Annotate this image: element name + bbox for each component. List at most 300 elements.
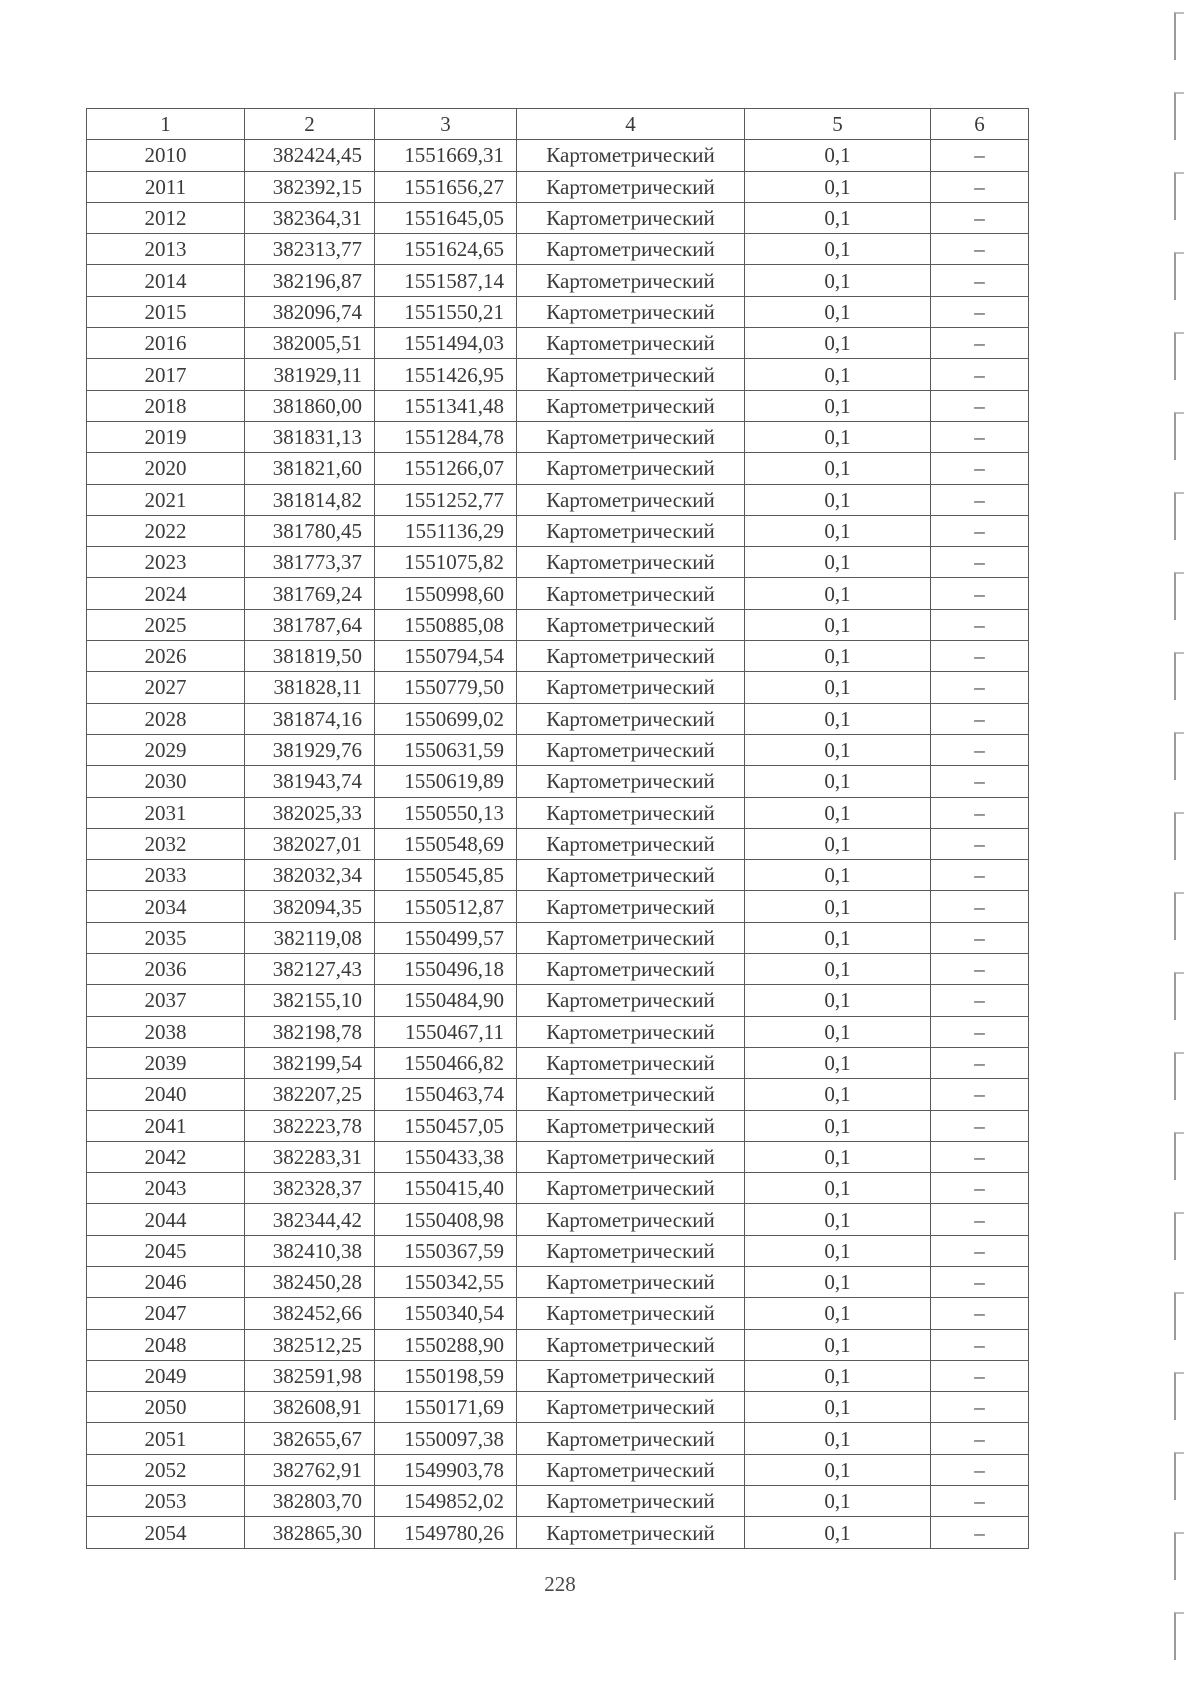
description-cell: – (931, 672, 1029, 703)
x-coordinate-cell: 382196,87 (245, 265, 375, 296)
table-row (87, 1360, 1029, 1391)
point-number-cell: 2035 (87, 922, 245, 953)
description-cell: – (931, 359, 1029, 390)
point-number-cell: 2030 (87, 766, 245, 797)
accuracy-cell: 0,1 (745, 1517, 931, 1548)
binding-mark (1174, 1452, 1184, 1500)
binding-mark (1174, 892, 1184, 940)
description-cell: – (931, 1423, 1029, 1454)
x-coordinate-cell: 381860,00 (245, 390, 375, 421)
x-coordinate-cell: 382344,42 (245, 1204, 375, 1235)
accuracy-cell: 0,1 (745, 1423, 931, 1454)
description-cell: – (931, 1360, 1029, 1391)
y-coordinate-cell: 1550342,55 (375, 1266, 517, 1297)
method-cell: Картометрический (517, 641, 745, 672)
accuracy-cell: 0,1 (745, 672, 931, 703)
accuracy-cell: 0,1 (745, 922, 931, 953)
page-number: 228 (544, 1572, 576, 1596)
table-row (87, 453, 1029, 484)
binding-mark (1174, 1212, 1184, 1260)
accuracy-cell: 0,1 (745, 1047, 931, 1078)
accuracy-cell: 0,1 (745, 1329, 931, 1360)
method-cell: Картометрический (517, 171, 745, 202)
description-cell: – (931, 860, 1029, 891)
binding-mark (1174, 1132, 1184, 1180)
accuracy-cell: 0,1 (745, 484, 931, 515)
accuracy-cell: 0,1 (745, 954, 931, 985)
y-coordinate-cell: 1551645,05 (375, 202, 517, 233)
description-cell: – (931, 421, 1029, 452)
x-coordinate-cell: 382207,25 (245, 1079, 375, 1110)
point-number-cell: 2050 (87, 1392, 245, 1423)
method-cell: Картометрический (517, 797, 745, 828)
table-row (87, 985, 1029, 1016)
method-cell: Картометрический (517, 954, 745, 985)
description-cell: – (931, 1266, 1029, 1297)
method-cell: Картометрический (517, 860, 745, 891)
accuracy-cell: 0,1 (745, 1486, 931, 1517)
x-coordinate-cell: 381773,37 (245, 547, 375, 578)
y-coordinate-cell: 1550619,89 (375, 766, 517, 797)
point-number-cell: 2048 (87, 1329, 245, 1360)
description-cell: – (931, 1517, 1029, 1548)
method-cell: Картометрический (517, 1423, 745, 1454)
accuracy-cell: 0,1 (745, 578, 931, 609)
description-cell: – (931, 891, 1029, 922)
description-cell: – (931, 1486, 1029, 1517)
point-number-cell: 2052 (87, 1454, 245, 1485)
x-coordinate-cell: 382155,10 (245, 985, 375, 1016)
point-number-cell: 2014 (87, 265, 245, 296)
point-number-cell: 2043 (87, 1173, 245, 1204)
binding-mark (1174, 972, 1184, 1020)
binding-mark (1174, 1532, 1184, 1580)
method-cell: Картометрический (517, 1266, 745, 1297)
header-col-2: 2 (245, 109, 375, 140)
table-row (87, 1079, 1029, 1110)
x-coordinate-cell: 382512,25 (245, 1329, 375, 1360)
point-number-cell: 2021 (87, 484, 245, 515)
description-cell: – (931, 484, 1029, 515)
y-coordinate-cell: 1550433,38 (375, 1141, 517, 1172)
description-cell: – (931, 1392, 1029, 1423)
x-coordinate-cell: 381828,11 (245, 672, 375, 703)
y-coordinate-cell: 1549903,78 (375, 1454, 517, 1485)
method-cell: Картометрический (517, 515, 745, 546)
y-coordinate-cell: 1550198,59 (375, 1360, 517, 1391)
description-cell: – (931, 1173, 1029, 1204)
y-coordinate-cell: 1549852,02 (375, 1486, 517, 1517)
point-number-cell: 2028 (87, 703, 245, 734)
binding-mark (1174, 332, 1184, 380)
method-cell: Картометрический (517, 1454, 745, 1485)
description-cell: – (931, 171, 1029, 202)
method-cell: Картометрический (517, 1298, 745, 1329)
table-row (87, 797, 1029, 828)
method-cell: Картометрический (517, 140, 745, 171)
x-coordinate-cell: 381874,16 (245, 703, 375, 734)
table-row (87, 140, 1029, 171)
point-number-cell: 2045 (87, 1235, 245, 1266)
description-cell: – (931, 985, 1029, 1016)
method-cell: Картометрический (517, 1173, 745, 1204)
description-cell: – (931, 202, 1029, 233)
accuracy-cell: 0,1 (745, 609, 931, 640)
description-cell: – (931, 234, 1029, 265)
accuracy-cell: 0,1 (745, 734, 931, 765)
point-number-cell: 2016 (87, 328, 245, 359)
x-coordinate-cell: 382450,28 (245, 1266, 375, 1297)
table-row (87, 1517, 1029, 1548)
method-cell: Картометрический (517, 1047, 745, 1078)
description-cell: – (931, 703, 1029, 734)
point-number-cell: 2046 (87, 1266, 245, 1297)
table-row (87, 891, 1029, 922)
description-cell: – (931, 1204, 1029, 1235)
table-row (87, 954, 1029, 985)
y-coordinate-cell: 1551494,03 (375, 328, 517, 359)
point-number-cell: 2023 (87, 547, 245, 578)
description-cell: – (931, 547, 1029, 578)
description-cell: – (931, 641, 1029, 672)
accuracy-cell: 0,1 (745, 1266, 931, 1297)
point-number-cell: 2033 (87, 860, 245, 891)
method-cell: Картометрический (517, 766, 745, 797)
description-cell: – (931, 797, 1029, 828)
accuracy-cell: 0,1 (745, 1141, 931, 1172)
table-row (87, 202, 1029, 233)
binding-mark (1174, 1292, 1184, 1340)
y-coordinate-cell: 1551587,14 (375, 265, 517, 296)
binding-mark (1174, 1612, 1184, 1660)
point-number-cell: 2037 (87, 985, 245, 1016)
description-cell: – (931, 1047, 1029, 1078)
method-cell: Картометрический (517, 1235, 745, 1266)
x-coordinate-cell: 381769,24 (245, 578, 375, 609)
accuracy-cell: 0,1 (745, 1298, 931, 1329)
x-coordinate-cell: 382005,51 (245, 328, 375, 359)
point-number-cell: 2015 (87, 296, 245, 327)
description-cell: – (931, 265, 1029, 296)
accuracy-cell: 0,1 (745, 1392, 931, 1423)
binding-mark (1174, 572, 1184, 620)
table-row (87, 359, 1029, 390)
accuracy-cell: 0,1 (745, 1173, 931, 1204)
y-coordinate-cell: 1550484,90 (375, 985, 517, 1016)
description-cell: – (931, 1329, 1029, 1360)
description-cell: – (931, 1454, 1029, 1485)
method-cell: Картометрический (517, 1141, 745, 1172)
table-row (87, 234, 1029, 265)
method-cell: Картометрический (517, 578, 745, 609)
accuracy-cell: 0,1 (745, 390, 931, 421)
point-number-cell: 2051 (87, 1423, 245, 1454)
point-number-cell: 2026 (87, 641, 245, 672)
table-row (87, 1047, 1029, 1078)
method-cell: Картометрический (517, 202, 745, 233)
table-row (87, 421, 1029, 452)
method-cell: Картометрический (517, 265, 745, 296)
description-cell: – (931, 828, 1029, 859)
point-number-cell: 2011 (87, 171, 245, 202)
binding-mark (1174, 812, 1184, 860)
accuracy-cell: 0,1 (745, 1235, 931, 1266)
y-coordinate-cell: 1551136,29 (375, 515, 517, 546)
table-row (87, 1392, 1029, 1423)
accuracy-cell: 0,1 (745, 891, 931, 922)
accuracy-cell: 0,1 (745, 828, 931, 859)
point-number-cell: 2019 (87, 421, 245, 452)
x-coordinate-cell: 382762,91 (245, 1454, 375, 1485)
table-row (87, 1298, 1029, 1329)
point-number-cell: 2038 (87, 1016, 245, 1047)
y-coordinate-cell: 1550779,50 (375, 672, 517, 703)
table-row (87, 390, 1029, 421)
point-number-cell: 2024 (87, 578, 245, 609)
x-coordinate-cell: 382283,31 (245, 1141, 375, 1172)
description-cell: – (931, 390, 1029, 421)
description-cell: – (931, 1079, 1029, 1110)
description-cell: – (931, 1016, 1029, 1047)
y-coordinate-cell: 1550367,59 (375, 1235, 517, 1266)
table-row (87, 578, 1029, 609)
y-coordinate-cell: 1550499,57 (375, 922, 517, 953)
y-coordinate-cell: 1550512,87 (375, 891, 517, 922)
point-number-cell: 2041 (87, 1110, 245, 1141)
description-cell: – (931, 1110, 1029, 1141)
description-cell: – (931, 578, 1029, 609)
table-row (87, 1454, 1029, 1485)
y-coordinate-cell: 1551656,27 (375, 171, 517, 202)
x-coordinate-cell: 382591,98 (245, 1360, 375, 1391)
table-row (87, 1173, 1029, 1204)
binding-mark (1174, 492, 1184, 540)
description-cell: – (931, 140, 1029, 171)
description-cell: – (931, 1235, 1029, 1266)
accuracy-cell: 0,1 (745, 202, 931, 233)
method-cell: Картометрический (517, 703, 745, 734)
x-coordinate-cell: 381814,82 (245, 484, 375, 515)
accuracy-cell: 0,1 (745, 421, 931, 452)
binding-mark (1174, 12, 1184, 60)
x-coordinate-cell: 382364,31 (245, 202, 375, 233)
method-cell: Картометрический (517, 296, 745, 327)
point-number-cell: 2017 (87, 359, 245, 390)
x-coordinate-cell: 382119,08 (245, 922, 375, 953)
method-cell: Картометрический (517, 922, 745, 953)
y-coordinate-cell: 1551266,07 (375, 453, 517, 484)
table-row (87, 171, 1029, 202)
method-cell: Картометрический (517, 1204, 745, 1235)
method-cell: Картометрический (517, 453, 745, 484)
accuracy-cell: 0,1 (745, 359, 931, 390)
x-coordinate-cell: 382313,77 (245, 234, 375, 265)
accuracy-cell: 0,1 (745, 985, 931, 1016)
point-number-cell: 2054 (87, 1517, 245, 1548)
binding-mark (1174, 1372, 1184, 1420)
table-body (87, 140, 1029, 1548)
x-coordinate-cell: 382032,34 (245, 860, 375, 891)
table-row (87, 1266, 1029, 1297)
accuracy-cell: 0,1 (745, 1016, 931, 1047)
accuracy-cell: 0,1 (745, 453, 931, 484)
y-coordinate-cell: 1551252,77 (375, 484, 517, 515)
y-coordinate-cell: 1551075,82 (375, 547, 517, 578)
header-col-6: 6 (931, 109, 1029, 140)
point-number-cell: 2044 (87, 1204, 245, 1235)
x-coordinate-cell: 381787,64 (245, 609, 375, 640)
point-number-cell: 2040 (87, 1079, 245, 1110)
description-cell: – (931, 609, 1029, 640)
method-cell: Картометрический (517, 1329, 745, 1360)
y-coordinate-cell: 1550171,69 (375, 1392, 517, 1423)
y-coordinate-cell: 1550408,98 (375, 1204, 517, 1235)
accuracy-cell: 0,1 (745, 515, 931, 546)
y-coordinate-cell: 1550415,40 (375, 1173, 517, 1204)
table-row (87, 547, 1029, 578)
x-coordinate-cell: 381831,13 (245, 421, 375, 452)
description-cell: – (931, 515, 1029, 546)
y-coordinate-cell: 1550548,69 (375, 828, 517, 859)
y-coordinate-cell: 1550288,90 (375, 1329, 517, 1360)
method-cell: Картометрический (517, 1079, 745, 1110)
table-row (87, 1486, 1029, 1517)
table-row (87, 1110, 1029, 1141)
binding-mark (1174, 652, 1184, 700)
x-coordinate-cell: 382025,33 (245, 797, 375, 828)
description-cell: – (931, 954, 1029, 985)
point-number-cell: 2031 (87, 797, 245, 828)
y-coordinate-cell: 1551341,48 (375, 390, 517, 421)
table-row (87, 1141, 1029, 1172)
y-coordinate-cell: 1550545,85 (375, 860, 517, 891)
description-cell: – (931, 734, 1029, 765)
y-coordinate-cell: 1550496,18 (375, 954, 517, 985)
x-coordinate-cell: 382198,78 (245, 1016, 375, 1047)
accuracy-cell: 0,1 (745, 703, 931, 734)
accuracy-cell: 0,1 (745, 140, 931, 171)
y-coordinate-cell: 1551669,31 (375, 140, 517, 171)
method-cell: Картометрический (517, 1110, 745, 1141)
method-cell: Картометрический (517, 1360, 745, 1391)
binding-mark (1174, 412, 1184, 460)
y-coordinate-cell: 1550457,05 (375, 1110, 517, 1141)
x-coordinate-cell: 382410,38 (245, 1235, 375, 1266)
binding-mark (1174, 252, 1184, 300)
y-coordinate-cell: 1550631,59 (375, 734, 517, 765)
x-coordinate-cell: 382127,43 (245, 954, 375, 985)
method-cell: Картометрический (517, 734, 745, 765)
coordinates-table (86, 108, 1029, 1549)
accuracy-cell: 0,1 (745, 1079, 931, 1110)
point-number-cell: 2022 (87, 515, 245, 546)
accuracy-cell: 0,1 (745, 171, 931, 202)
x-coordinate-cell: 382452,66 (245, 1298, 375, 1329)
y-coordinate-cell: 1551426,95 (375, 359, 517, 390)
header-col-4: 4 (517, 109, 745, 140)
point-number-cell: 2012 (87, 202, 245, 233)
point-number-cell: 2018 (87, 390, 245, 421)
table-row (87, 828, 1029, 859)
table-row (87, 1204, 1029, 1235)
x-coordinate-cell: 382392,15 (245, 171, 375, 202)
table-row (87, 922, 1029, 953)
accuracy-cell: 0,1 (745, 797, 931, 828)
method-cell: Картометрический (517, 1517, 745, 1548)
accuracy-cell: 0,1 (745, 234, 931, 265)
y-coordinate-cell: 1550466,82 (375, 1047, 517, 1078)
table-row (87, 328, 1029, 359)
header-col-1: 1 (87, 109, 245, 140)
point-number-cell: 2053 (87, 1486, 245, 1517)
y-coordinate-cell: 1550340,54 (375, 1298, 517, 1329)
table-row (87, 766, 1029, 797)
table-row (87, 703, 1029, 734)
x-coordinate-cell: 382655,67 (245, 1423, 375, 1454)
table-header-row (87, 109, 1029, 140)
point-number-cell: 2034 (87, 891, 245, 922)
binding-mark (1174, 172, 1184, 220)
y-coordinate-cell: 1549780,26 (375, 1517, 517, 1548)
y-coordinate-cell: 1551284,78 (375, 421, 517, 452)
table-row (87, 609, 1029, 640)
y-coordinate-cell: 1550699,02 (375, 703, 517, 734)
accuracy-cell: 0,1 (745, 265, 931, 296)
table-row (87, 860, 1029, 891)
y-coordinate-cell: 1550794,54 (375, 641, 517, 672)
accuracy-cell: 0,1 (745, 766, 931, 797)
point-number-cell: 2047 (87, 1298, 245, 1329)
x-coordinate-cell: 382424,45 (245, 140, 375, 171)
description-cell: – (931, 453, 1029, 484)
point-number-cell: 2029 (87, 734, 245, 765)
method-cell: Картометрический (517, 234, 745, 265)
binding-mark (1174, 92, 1184, 140)
description-cell: – (931, 328, 1029, 359)
table-row (87, 296, 1029, 327)
point-number-cell: 2010 (87, 140, 245, 171)
description-cell: – (931, 296, 1029, 327)
method-cell: Картометрический (517, 1392, 745, 1423)
accuracy-cell: 0,1 (745, 547, 931, 578)
description-cell: – (931, 922, 1029, 953)
point-number-cell: 2039 (87, 1047, 245, 1078)
x-coordinate-cell: 382096,74 (245, 296, 375, 327)
table-row (87, 734, 1029, 765)
x-coordinate-cell: 382223,78 (245, 1110, 375, 1141)
method-cell: Картометрический (517, 359, 745, 390)
method-cell: Картометрический (517, 328, 745, 359)
accuracy-cell: 0,1 (745, 1360, 931, 1391)
method-cell: Картометрический (517, 1486, 745, 1517)
y-coordinate-cell: 1550550,13 (375, 797, 517, 828)
accuracy-cell: 0,1 (745, 641, 931, 672)
point-number-cell: 2032 (87, 828, 245, 859)
method-cell: Картометрический (517, 985, 745, 1016)
accuracy-cell: 0,1 (745, 860, 931, 891)
description-cell: – (931, 766, 1029, 797)
y-coordinate-cell: 1551624,65 (375, 234, 517, 265)
description-cell: – (931, 1298, 1029, 1329)
x-coordinate-cell: 382094,35 (245, 891, 375, 922)
y-coordinate-cell: 1550467,11 (375, 1016, 517, 1047)
point-number-cell: 2049 (87, 1360, 245, 1391)
table-row (87, 265, 1029, 296)
table-row (87, 1329, 1029, 1360)
table-row (87, 484, 1029, 515)
x-coordinate-cell: 381929,11 (245, 359, 375, 390)
table-row (87, 1016, 1029, 1047)
